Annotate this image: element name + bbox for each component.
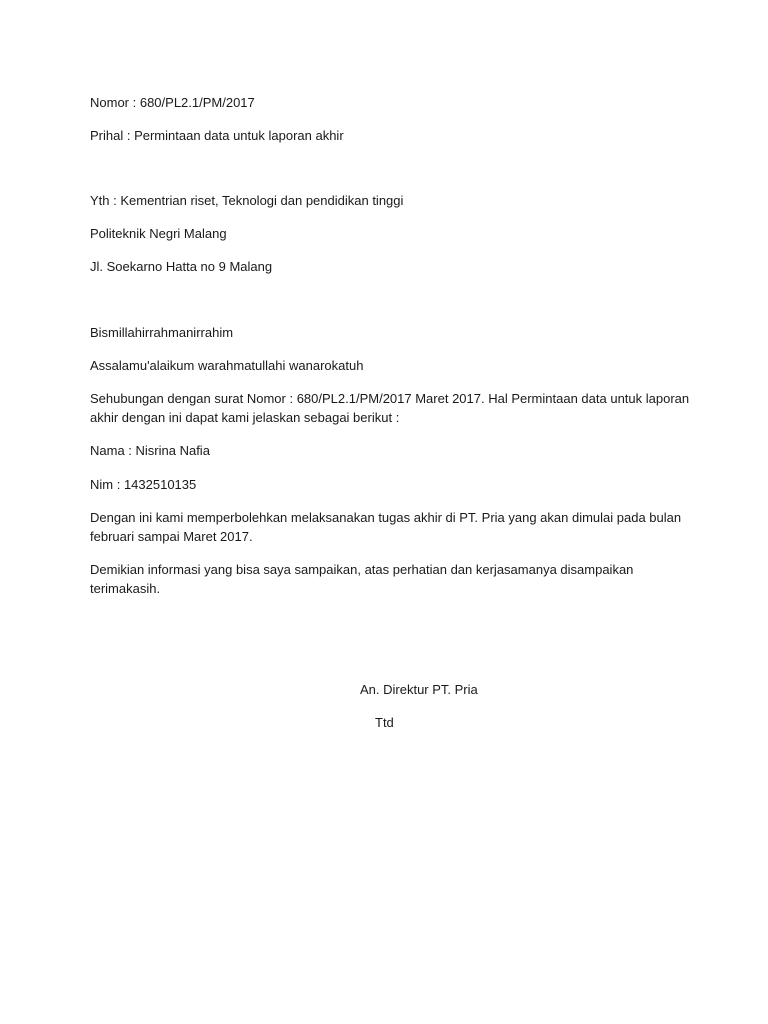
- statement-paragraph: [90, 508, 690, 546]
- student-nim: Nim : 1432510135: [90, 477, 197, 492]
- statement-paragraph-line: februari sampai Maret 2017.: [90, 529, 253, 544]
- signature-mark: Ttd: [375, 715, 394, 730]
- recipient-line: Yth : Kementrian riset, Teknologi dan pendidikan tinggi: [90, 193, 404, 208]
- intro-paragraph-line: Sehubungan dengan surat Nomor : 680/PL2.1/PM/2017 Maret 2017. Hal Permintaan data untuk laporan: [90, 391, 690, 406]
- statement-paragraph-line: Dengan ini kami memperbolehkan melaksanakan tugas akhir di PT. Pria yang akan dimulai pada bulan: [90, 510, 682, 525]
- recipient-address: Jl. Soekarno Hatta no 9 Malang: [90, 259, 273, 274]
- closing-paragraph-line: Demikian informasi yang bisa saya sampaikan, atas perhatian dan kerjasamanya disampaikan: [90, 562, 634, 577]
- intro-paragraph-line: akhir dengan ini dapat kami jelaskan sebagai berikut :: [90, 410, 400, 425]
- closing-paragraph: [90, 560, 690, 598]
- letter-subject: Prihal : Permintaan data untuk laporan akhir: [90, 128, 344, 143]
- student-name: Nama : Nisrina Nafia: [90, 443, 210, 458]
- recipient-institution: Politeknik Negri Malang: [90, 226, 227, 241]
- opening-salam: Assalamu'alaikum warahmatullahi wanarokatuh: [90, 358, 364, 373]
- signature-title: An. Direktur PT. Pria: [360, 682, 478, 697]
- intro-paragraph: [90, 389, 690, 427]
- letter-number: Nomor : 680/PL2.1/PM/2017: [90, 95, 255, 110]
- opening-bismillah: Bismillahirrahmanirrahim: [90, 325, 234, 340]
- closing-paragraph-line: terimakasih.: [90, 581, 161, 596]
